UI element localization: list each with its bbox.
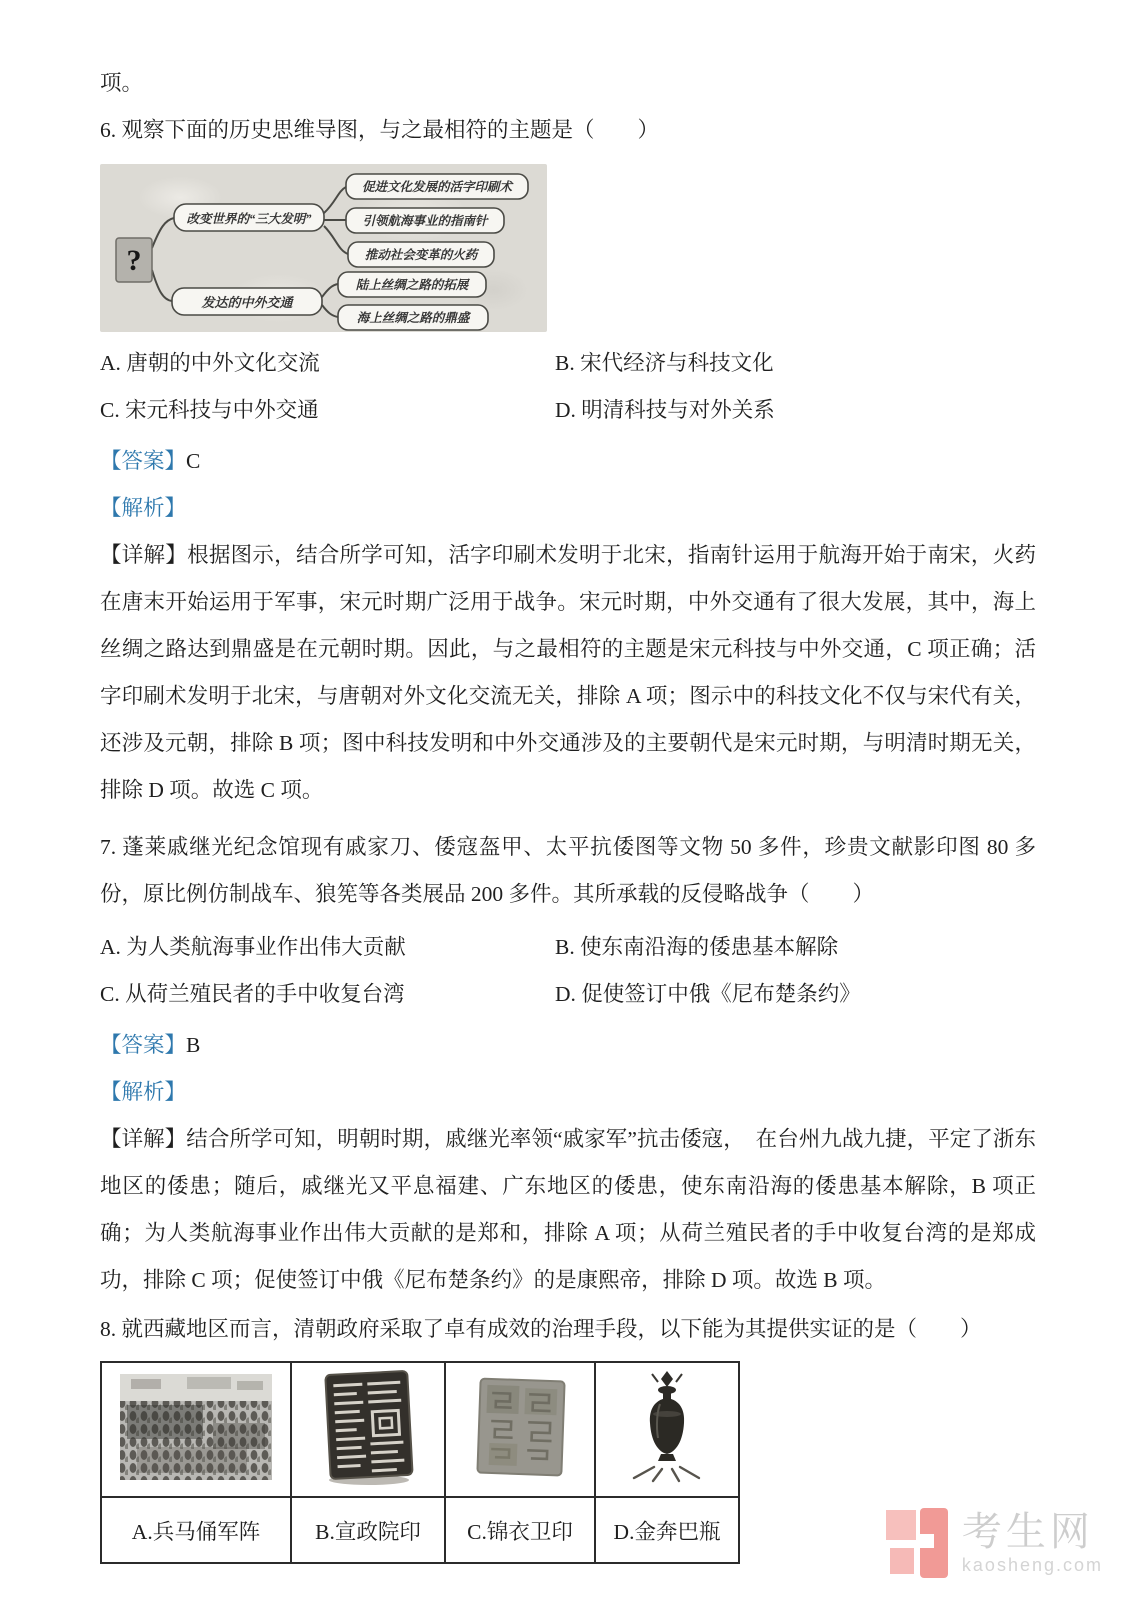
link-branch2-child1 [322,284,338,297]
watermark-text [962,1512,1103,1574]
q7-detail-text: 结合所学可知，明朝时期，戚继光率领“戚家军”抗击倭寇， 在台州九战九捷，平定了浙东地区的倭患；随后，戚继光又平息福建、广东地区的倭患，使东南沿海的倭患基本解除，B 项正确；为人类航海事业作出伟大贡献的是郑和，排除 A 项；从荷兰殖民者的手中收复台湾的是郑成功，排除 C 项；促使签订中俄《尼布楚条约》的是康熙帝，排除 D 项。故选 B 项。 [100,1127,1036,1292]
q6-stem: 6. 观察下面的历史思维导图，与之最相符的主题是（ ） [100,118,660,142]
carryover-text: 项。 [100,71,144,95]
q6-answer-value: C [186,449,201,473]
q8-label-row [101,1497,739,1563]
q7-analysis-line [100,1069,1036,1116]
q7-option-c: C. 从荷兰殖民者的手中收复台湾 [100,982,405,1006]
mindmap-root-label: ? [126,244,142,277]
mindmap-child-label: 促进文化发展的活字印刷术 [361,180,513,194]
answer-marker: 【答案】 [100,449,187,473]
logo-notch [920,1534,934,1548]
q7-option-a: A. 为人类航海事业作出伟大贡献 [100,935,406,959]
link-root-branch2 [152,270,172,301]
mindmap-branch2-label: 发达的中外交通 [201,295,293,310]
q8-image-terracotta-army [101,1362,291,1497]
mindmap-branch1-label: 改变世界的“三大发明” [186,212,312,226]
q8-image-row [101,1362,739,1497]
link-branch1-child1 [324,187,346,213]
q8-image-xuanzhengyuan-seal [291,1362,445,1497]
q8-image-jinyiwei-seal [445,1362,595,1497]
q8-item-label: C.锦衣卫印 [445,1497,595,1563]
terracotta-army-photo [117,1371,275,1483]
q8-image-golden-bumpa-vase [595,1362,739,1497]
q7-detail [100,1116,1036,1304]
jinyiwei-seal-picture [466,1370,574,1484]
q7-answer-value: B [186,1033,201,1057]
link-branch2-child2 [322,305,338,317]
q6-options [100,340,1036,434]
q6-detail-text: 根据图示，结合所学可知，活字印刷术发明于北宋，指南针运用于航海开始于南宋，火药在唐末开始运用于军事，宋元时期广泛用于战争。宋元时期，中外交通有了很大发展，其中，海上丝绸之路达到鼎盛是在元朝时期。因此，与之最相符的主题是宋元科技与中外交通，C 项正确；活字印刷术发明于北宋，与唐朝对外文化交流无关，排除 A 项；图示中的科技文化不仅与宋代有关，还涉及元朝，排除 B 项；图中科技发明和中外交通涉及的主要朝代是宋元时期，与明清时期无关，排除 D 项。故选 C 项。 [100,543,1036,802]
golden-bumpa-vase-picture [620,1368,714,1486]
logo-square [886,1510,916,1540]
analysis-marker: 【解析】 [100,1080,187,1104]
mindmap-child-label: 引领航海事业的指南针 [362,214,488,228]
answer-marker: 【答案】 [100,1033,187,1057]
mindmap-child-label: 海上丝绸之路的鼎盛 [356,311,470,325]
logo-square [890,1548,914,1574]
mindmap-child-label: 推动社会变革的火药 [364,248,478,262]
q8-evidence-table [100,1361,740,1564]
q8-stem: 8. 就西藏地区而言，清朝政府采取了卓有成效的治理手段，以下能为其提供实证的是（ ） [100,1317,982,1341]
q6-answer-line [100,438,1036,485]
watermark-site-url: kaosheng.com [961,1555,1103,1575]
mindmap-svg [100,164,547,332]
q6-analysis-line [100,485,1036,532]
detail-marker: 【详解】 [100,1127,187,1151]
xuanzhengyuan-seal-picture [313,1366,423,1488]
kaosheng-logo-icon [886,1508,952,1578]
q8-item-label: A.兵马俑军阵 [101,1497,291,1563]
q8-item-label: D.金奔巴瓶 [595,1497,739,1563]
q7-options [100,924,1036,1018]
q6-option-c: C. 宋元科技与中外交通 [100,398,319,422]
link-branch1-child3 [324,226,348,254]
site-watermark [886,1508,1103,1578]
q6-option-d: D. 明清科技与对外关系 [555,398,775,422]
detail-marker: 【详解】 [100,543,188,567]
mindmap-child-label: 陆上丝绸之路的拓展 [355,278,469,292]
q7-answer-line [100,1022,1036,1069]
q7-option-d: D. 促使签订中俄《尼布楚条约》 [555,982,861,1006]
q6-detail [100,532,1036,814]
q7-stem: 7. 蓬莱戚继光纪念馆现有戚家刀、倭寇盔甲、太平抗倭图等文物 50 多件，珍贵文献影印图 80 多份，原比例仿制战车、狼筅等各类展品 200 多件。其所承载的反侵略战争（ ） [100,835,1036,906]
q7-option-b: B. 使东南沿海的倭患基本解除 [555,935,839,959]
analysis-marker: 【解析】 [100,496,187,520]
page-content [100,0,1036,1564]
q8-item-label: B.宣政院印 [291,1497,445,1563]
link-root-branch1 [152,218,174,248]
watermark-site-name: 考生网 [961,1510,1094,1554]
q6-mindmap-figure [100,164,547,332]
q6-option-b: B. 宋代经济与科技文化 [555,351,774,375]
q6-option-a: A. 唐朝的中外文化交流 [100,351,320,375]
